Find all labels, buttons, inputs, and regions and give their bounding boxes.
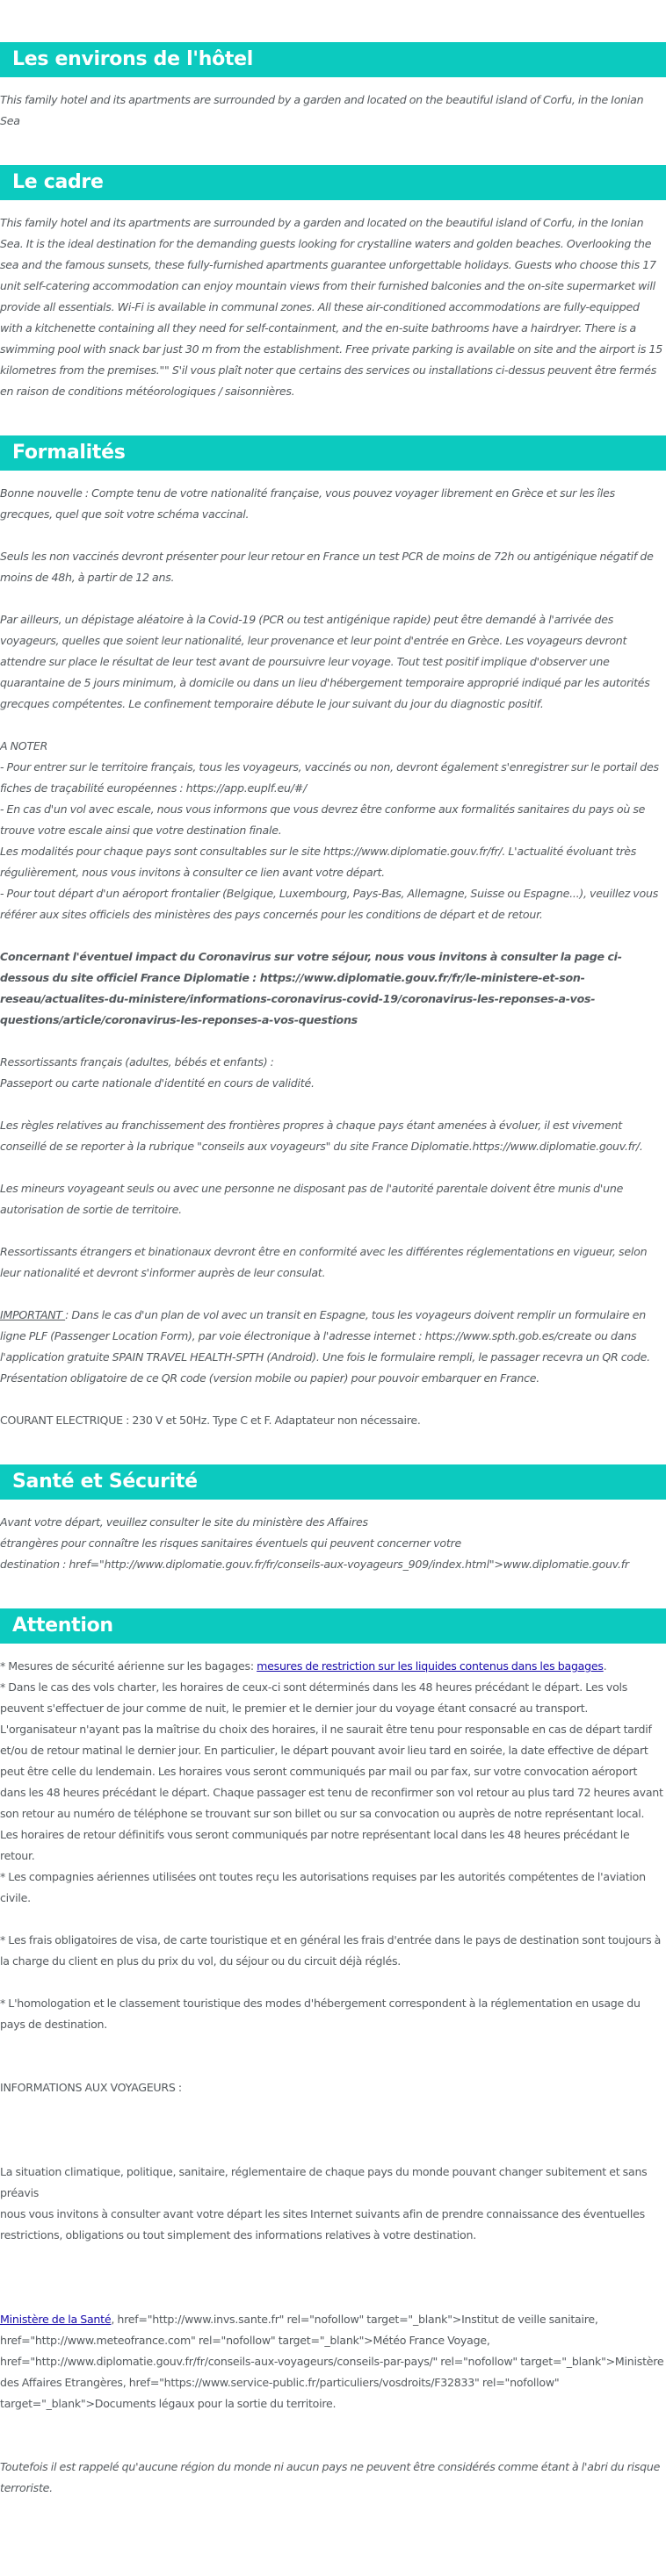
- anoter-item: Les modalités pour chaque pays sont consultables sur le site https://www.diplomatie.gouv.fr/fr/. L'actualité évoluant très régulièrement, nous vous invitons à consulter ce lien avant votre départ.: [0, 845, 637, 879]
- mesures-link[interactable]: mesures de restriction sur les liquides contenus dans les bagages: [257, 1659, 604, 1673]
- etrangers-text: Ressortissants étrangers et binationaux devront être en conformité avec les différentes réglementations en vigueur, selon leur nationalité et devront s'informer auprès de leur consulat.: [0, 1245, 648, 1279]
- compagnies-text: * Les compagnies aériennes utilisées ont toutes reçu les autorisations requises par les autorités compétentes de l'aviation civile.: [0, 1870, 646, 1904]
- anoter-item: - Pour tout départ d'un aéroport frontalier (Belgique, Luxembourg, Pays-Bas, Allemagne, Suisse ou Espagne...), veuillez vous référer aux sites officiels des ministères des pays concernés pour les conditions de départ et de retour.: [0, 887, 659, 921]
- homologation-text: * L'homologation et le classement touristique des modes d'hébergement correspondent à la réglementation en usage du pays de destination.: [0, 1997, 641, 2031]
- formalites-p3: Par ailleurs, un dépistage aléatoire à la Covid-19 (PCR ou test antigénique rapide) peut être demandé à l'arrivée des voyageurs, quelles que soient leur nationalité, leur provenance et leur point d'entrée en Grèce. Les voyageurs devront attendre sur place le résultat de leur test avant de poursuivre leur voyage. Tout test positif implique d'observer une quarantaine de 5 jours minimum, à domicile ou dans un lieu d'hébergement temporaire approprié indiqué par les autorités grecques compétentes. Le confinement temporaire débute le jour suivant du jour du diagnostic positif.: [0, 613, 650, 710]
- formalites-p2: Seuls les non vaccinés devront présenter pour leur retour en France un test PCR de moins de 72h ou antigénique négatif de moins de 48h, à partir de 12 ans.: [0, 550, 654, 584]
- anoter-title: A NOTER: [0, 739, 48, 752]
- section-header: [0, 435, 666, 471]
- situation-line: La situation climatique, politique, sanitaire, réglementaire de chaque pays du monde pouvant changer subitement et sans préavis: [0, 2165, 648, 2199]
- section-title: Attention: [12, 1615, 113, 1637]
- mesures-prefix: * Mesures de sécurité aérienne sur les bagages:: [0, 1659, 257, 1673]
- anoter-item: - En cas d'un vol avec escale, nous vous informons que vous devrez être conforme aux formalités sanitaires du pays où se trouve votre escale ainsi que votre destination finale.: [0, 802, 646, 837]
- toutefois-text: Toutefois il est rappelé qu'aucune région du monde ni aucun pays ne peuvent être considérés comme étant à l'abri du risque terroriste.: [0, 2460, 661, 2494]
- mesures-text: [0, 1656, 664, 1677]
- section-title: Le cadre: [12, 171, 104, 193]
- important-label: IMPORTANT: [0, 1308, 66, 1321]
- situation-line: nous vous invitons à consulter avant votre départ les sites Internet suivants afin de prendre connaissance des éventuelles restrictions, obligations ou tout simplement des informations relatives à votre destination.: [0, 2207, 645, 2241]
- sante-line: étrangères pour connaître les risques sanitaires éventuels qui peuvent concerner votre: [0, 1536, 461, 1550]
- anoter-item: - Pour entrer sur le territoire français, tous les voyageurs, vaccinés ou non, devront également s'enregistrer sur le portail des fiches de traçabilité européennes : https://app.euplf.eu/#/: [0, 760, 659, 795]
- section-header: [0, 165, 666, 200]
- environs-text: This family hotel and its apartments are surrounded by a garden and located on the beautiful island of Corfu, in the Ionian Sea: [0, 93, 644, 127]
- section-cadre: [0, 165, 666, 402]
- section-sante: [0, 1464, 666, 1575]
- situation-text: [0, 2162, 664, 2246]
- coronavirus-notice: Concernant l'éventuel impact du Coronavirus sur votre séjour, nous vous invitons à consulter la page ci-dessous du site officiel France Diplomatie : https://www.diplomatie.gouv.fr/fr/le-ministere-et-son-reseau/actualites-du-ministere/informations-coronavirus-covid-19/coronavirus-les-reponses-a-vos-questions/article/coronavirus-les-reponses-a-vos-questions: [0, 950, 622, 1026]
- section-header: [0, 42, 666, 77]
- sante-line: destination : href="http://www.diplomatie.gouv.fr/fr/conseils-aux-voyageurs_909/index.html">www.diplomatie.gouv.fr: [0, 1558, 629, 1571]
- regles-text: Les règles relatives au franchissement des frontières propres à chaque pays étant amenées à évoluer, il est vivement conseillé de se reporter à la rubrique "conseils aux voyageurs" du site France Diplomatie.https://www.diplomatie.gouv.fr/.: [0, 1119, 643, 1153]
- section-attention: [0, 1608, 666, 2499]
- infos-title: INFORMATIONS AUX VOYAGEURS :: [0, 2081, 182, 2094]
- section-title: Les environs de l'hôtel: [12, 48, 253, 70]
- mesures-suffix: .: [603, 1659, 607, 1673]
- horaires-text: * Dans le cas des vols charter, les horaires de ceux-ci sont déterminés dans les 48 heures précédant le départ. Les vols peuvent s'effectuer de jour comme de nuit, le premier et le dernier jour du voyage étant consacré au transport. L'organisateur n'ayant pas la maîtrise du choix des horaires, il ne saurait être tenu pour responsable en cas de départ tardif et/ou de retour matinal le dernier jour. En particulier, le départ pouvant avoir lieu tard en soirée, la date effective de départ peut être celle du lendemain. Les horaires vous seront communiqués par mail ou par fax, sur votre convocation aéroport dans les 48 heures précédant le départ. Chaque passager est tenu de reconfirmer son vol retour au plus tard 72 heures avant son retour au numéro de téléphone se trouvant sur son billet ou sur sa convocation ou auprès de notre représentant local. Les horaires de retour définitifs vous seront communiqués par notre représentant local dans les 48 heures précédant le retour.: [0, 1680, 663, 1862]
- section-title: Santé et Sécurité: [12, 1471, 198, 1493]
- section-environs: [0, 42, 666, 132]
- mineurs-text: Les mineurs voyageant seuls ou avec une personne ne disposant pas de l'autorité parentale doivent être munis d'une autorisation de sortie de territoire.: [0, 1182, 624, 1216]
- cadre-text: This family hotel and its apartments are surrounded by a garden and located on the beautiful island of Corfu, in the Ionian Sea. It is the ideal destination for the demanding guests looking for crystalline waters and golden beaches. Overlooking the sea and the famous sunsets, these fully-furnished apartments guarantee unforgettable holidays. Guests who choose this 17 unit self-catering accommodation can enjoy mountain views from their furnished balconies and the on-site supermarket will provide all essentials. Wi-Fi is available in communal zones. All these air-conditioned accommodations are fully-equipped with a kitchenette containing all they need for self-containment, and the en-suite bathrooms have a hairdryer. There is a swimming pool with snack bar just 30 m from the establishment. Free private parking is available on site and the airport is 15 kilometres from the premises."" S'il vous plaît noter que certains des services ou installations ci-dessus peuvent être fermés en raison de conditions météorologiques / saisonnières.: [0, 216, 662, 398]
- sante-line: Avant votre départ, veuillez consulter le site du ministère des Affaires: [0, 1515, 368, 1529]
- ministere-rest: , href="http://www.invs.sante.fr" rel="nofollow" target="_blank">Institut de veille sanitaire, href="http://www.meteofrance.com" rel="nofollow" target="_blank">Météo France Voyage, href="http://www.diplomatie.gouv.fr/fr/conseils-aux-voyageurs/conseils-par-pays/" rel="nofollow" target="_blank">Ministère des Affaires Etrangères, href="https://www.service-public.fr/particuliers/vosdroits/F32833" rel="nofollow" target="_blank">Documents légaux pour la sortie du territoire.: [0, 2313, 664, 2410]
- ressortissants-text: Passeport ou carte nationale d'identité en cours de validité.: [0, 1076, 315, 1090]
- formalites-p1: Bonne nouvelle : Compte tenu de votre nationalité française, vous pouvez voyager librement en Grèce et sur les îles grecques, quel que soit votre schéma vaccinal.: [0, 486, 615, 521]
- sante-text: [0, 1512, 664, 1575]
- ressortissants-title: Ressortissants français (adultes, bébés et enfants) :: [0, 1055, 274, 1069]
- courant-text: COURANT ELECTRIQUE : 230 V et 50Hz. Type C et F. Adaptateur non nécessaire.: [0, 1414, 421, 1427]
- important-notice: [0, 1305, 664, 1389]
- section-formalites: [0, 435, 666, 1431]
- section-header: [0, 1464, 666, 1500]
- ministere-text: [0, 2309, 664, 2414]
- frais-text: * Les frais obligatoires de visa, de carte touristique et en général les frais d'entrée dans le pays de destination sont toujours à la charge du client en plus du prix du vol, du séjour ou du circuit déjà réglés.: [0, 1933, 662, 1968]
- section-header: [0, 1608, 666, 1644]
- ministere-link[interactable]: Ministère de la Santé: [0, 2313, 112, 2326]
- important-text: : Dans le cas d'un plan de vol avec un transit en Espagne, tous les voyageurs doivent remplir un formulaire en ligne PLF (Passenger Location Form), par voie électronique à l'adresse internet : https://www.spth.gob.es/create ou dans l'application gratuite SPAIN TRAVEL HEALTH-SPTH (Android). Une fois le formulaire rempli, le passager recevra un QR code. Présentation obligatoire de ce QR code (version mobile ou papier) pour pouvoir embarquer en France.: [0, 1308, 650, 1385]
- section-title: Formalités: [12, 442, 126, 464]
